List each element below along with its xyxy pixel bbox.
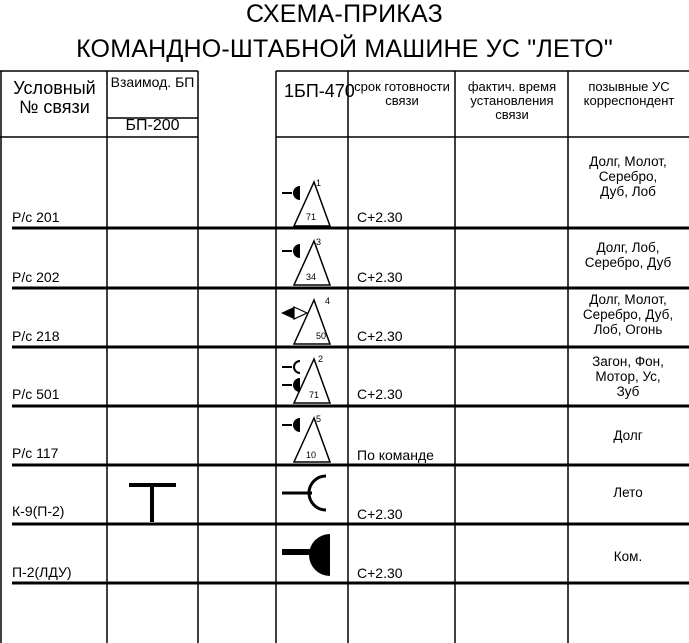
row-label: Р/с 218: [12, 328, 60, 344]
station-top-number: 3: [316, 237, 322, 247]
radio-double-icon: [282, 359, 330, 403]
readiness-term: С+2.30: [357, 386, 403, 402]
call-signs-cell: [568, 154, 688, 199]
call-sign-line: Долг, Лоб,: [596, 240, 660, 255]
call-signs-cell: [568, 292, 688, 337]
header-1bp-470: 1БП-470: [284, 81, 355, 101]
readiness-term: С+2.30: [357, 209, 403, 225]
station-bottom-number: 10: [306, 450, 317, 460]
call-signs-cell: [568, 354, 688, 399]
call-sign-line: Мотор, Ус,: [595, 369, 661, 384]
call-signs-cell: [568, 240, 688, 270]
call-sign-line: Серебро, Дуб: [584, 255, 672, 270]
document-title-line1: СХЕМА-ПРИКАЗ: [246, 0, 443, 28]
station-top-number: 5: [316, 414, 322, 424]
call-signs-cell: [568, 428, 688, 443]
header-conditional-number: Условный № связи: [13, 78, 96, 117]
row-label: Р/с 202: [12, 269, 60, 285]
wire-hook-icon: [282, 476, 326, 510]
t-junction-icon: [129, 485, 176, 522]
station-top-number: 1: [316, 178, 322, 188]
header-actual-time: фактич. время установления связи: [467, 79, 557, 122]
call-sign-line: Ком.: [613, 549, 643, 564]
station-bottom-number: 71: [306, 212, 317, 222]
station-bottom-number: 50: [316, 331, 327, 341]
call-sign-line: Зуб: [616, 384, 640, 399]
call-sign-line: Лето: [613, 485, 643, 500]
station-top-number: 4: [325, 296, 331, 306]
call-sign-line: Долг: [613, 428, 643, 443]
call-sign-line: Лоб, Огонь: [593, 322, 663, 337]
row-label: П-2(ЛДУ): [12, 564, 72, 580]
readiness-term: С+2.30: [357, 328, 403, 344]
call-signs-cell: [568, 485, 688, 500]
header-interaction-bp: Взаимод. БП: [110, 74, 195, 90]
document-title-line2: КОМАНДНО-ШТАБНОЙ МАШИНЕ УС "ЛЕТО": [76, 35, 613, 63]
station-top-number: 2: [318, 354, 324, 364]
readiness-term: С+2.30: [357, 269, 403, 285]
readiness-term: По команде: [357, 447, 434, 463]
call-sign-line: Дуб, Лоб: [600, 184, 656, 199]
station-bottom-number: 34: [306, 272, 317, 282]
call-sign-line: Долг, Молот,: [589, 154, 667, 169]
row-label: Р/с 117: [12, 445, 59, 461]
row-label: Р/с 201: [12, 209, 60, 225]
readiness-term: С+2.30: [357, 565, 403, 581]
row-label: К-9(П-2): [12, 503, 65, 519]
call-signs-cell: [568, 549, 688, 564]
call-sign-line: Загон, Фон,: [592, 354, 664, 369]
wire-handset-icon: [282, 534, 330, 576]
header-call-signs: позывные УС корреспондент: [583, 79, 675, 108]
readiness-term: С+2.30: [357, 506, 403, 522]
call-sign-line: Серебро, Дуб,: [582, 307, 674, 322]
header-bp-200: БП-200: [125, 117, 180, 134]
row-label: Р/с 501: [12, 386, 60, 402]
call-sign-line: Долг, Молот,: [589, 292, 667, 307]
station-bottom-number: 71: [309, 390, 320, 400]
call-sign-line: Серебро,: [598, 169, 658, 184]
header-readiness-term: срок готовности связи: [354, 79, 450, 108]
